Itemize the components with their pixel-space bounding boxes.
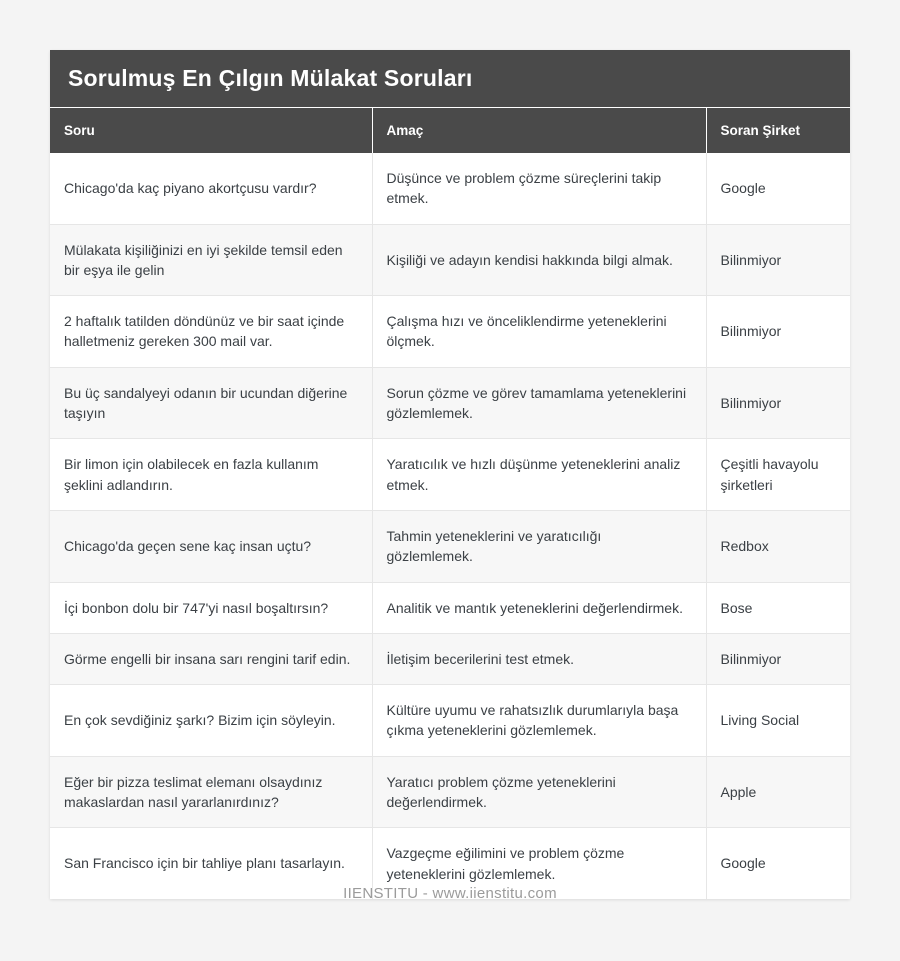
cell-question: Bu üç sandalyeyi odanın bir ucundan diğerine taşıyın: [50, 367, 372, 439]
cell-purpose: Yaratıcılık ve hızlı düşünme yeteneklerini analiz etmek.: [372, 439, 706, 511]
column-header-company: Soran Şirket: [706, 108, 850, 153]
page-title: Sorulmuş En Çılgın Mülakat Soruları: [68, 65, 473, 91]
card-title-bar: [50, 50, 850, 108]
table-row: [50, 367, 850, 439]
cell-company: Redbox: [706, 510, 850, 582]
cell-question: Chicago'da geçen sene kaç insan uçtu?: [50, 510, 372, 582]
cell-company: Apple: [706, 756, 850, 828]
column-header-purpose: Amaç: [372, 108, 706, 153]
table-header: [50, 108, 850, 153]
cell-purpose: Sorun çözme ve görev tamamlama yeteneklerini gözlemlemek.: [372, 367, 706, 439]
table-row: [50, 224, 850, 296]
table-row: [50, 510, 850, 582]
cell-question: İçi bonbon dolu bir 747'yi nasıl boşaltırsın?: [50, 582, 372, 633]
table-row: [50, 153, 850, 224]
cell-question: En çok sevdiğiniz şarkı? Bizim için söyleyin.: [50, 685, 372, 757]
cell-company: Bose: [706, 582, 850, 633]
cell-question: 2 haftalık tatilden döndünüz ve bir saat içinde halletmeniz gereken 300 mail var.: [50, 296, 372, 368]
column-header-question: Soru: [50, 108, 372, 153]
cell-purpose: Kişiliği ve adayın kendisi hakkında bilgi almak.: [372, 224, 706, 296]
cell-question: Bir limon için olabilecek en fazla kullanım şeklini adlandırın.: [50, 439, 372, 511]
cell-purpose: Analitik ve mantık yeteneklerini değerlendirmek.: [372, 582, 706, 633]
cell-question: Görme engelli bir insana sarı rengini tarif edin.: [50, 633, 372, 684]
table-header-row: [50, 108, 850, 153]
cell-company: Bilinmiyor: [706, 633, 850, 684]
table-row: [50, 756, 850, 828]
cell-question: Chicago'da kaç piyano akortçusu vardır?: [50, 153, 372, 224]
cell-company: Google: [706, 153, 850, 224]
cell-purpose: Tahmin yeteneklerini ve yaratıcılığı gözlemlemek.: [372, 510, 706, 582]
cell-purpose: Kültüre uyumu ve rahatsızlık durumlarıyla başa çıkma yeteneklerini gözlemlemek.: [372, 685, 706, 757]
cell-question: Eğer bir pizza teslimat elemanı olsaydınız makaslardan nasıl yararlanırdınız?: [50, 756, 372, 828]
cell-purpose: Çalışma hızı ve önceliklendirme yeteneklerini ölçmek.: [372, 296, 706, 368]
table-row: [50, 582, 850, 633]
table-row: [50, 633, 850, 684]
cell-company: Bilinmiyor: [706, 367, 850, 439]
cell-company: Living Social: [706, 685, 850, 757]
footer-attribution: IIENSTITU - www.iienstitu.com: [343, 885, 557, 902]
cell-purpose: Vazgeçme eğilimini ve problem çözme yeteneklerini gözlemlemek.: [372, 828, 706, 899]
cell-question: San Francisco için bir tahliye planı tasarlayın.: [50, 828, 372, 899]
interview-questions-table: [50, 108, 850, 899]
cell-company: Bilinmiyor: [706, 296, 850, 368]
cell-purpose: Düşünce ve problem çözme süreçlerini takip etmek.: [372, 153, 706, 224]
cell-company: Çeşitli havayolu şirketleri: [706, 439, 850, 511]
cell-company: Google: [706, 828, 850, 899]
cell-purpose: Yaratıcı problem çözme yeteneklerini değerlendirmek.: [372, 756, 706, 828]
table-body: [50, 153, 850, 899]
interview-questions-card: [50, 50, 850, 899]
cell-question: Mülakata kişiliğinizi en iyi şekilde temsil eden bir eşya ile gelin: [50, 224, 372, 296]
table-row: [50, 439, 850, 511]
table-row: [50, 685, 850, 757]
cell-company: Bilinmiyor: [706, 224, 850, 296]
cell-purpose: İletişim becerilerini test etmek.: [372, 633, 706, 684]
table-row: [50, 296, 850, 368]
